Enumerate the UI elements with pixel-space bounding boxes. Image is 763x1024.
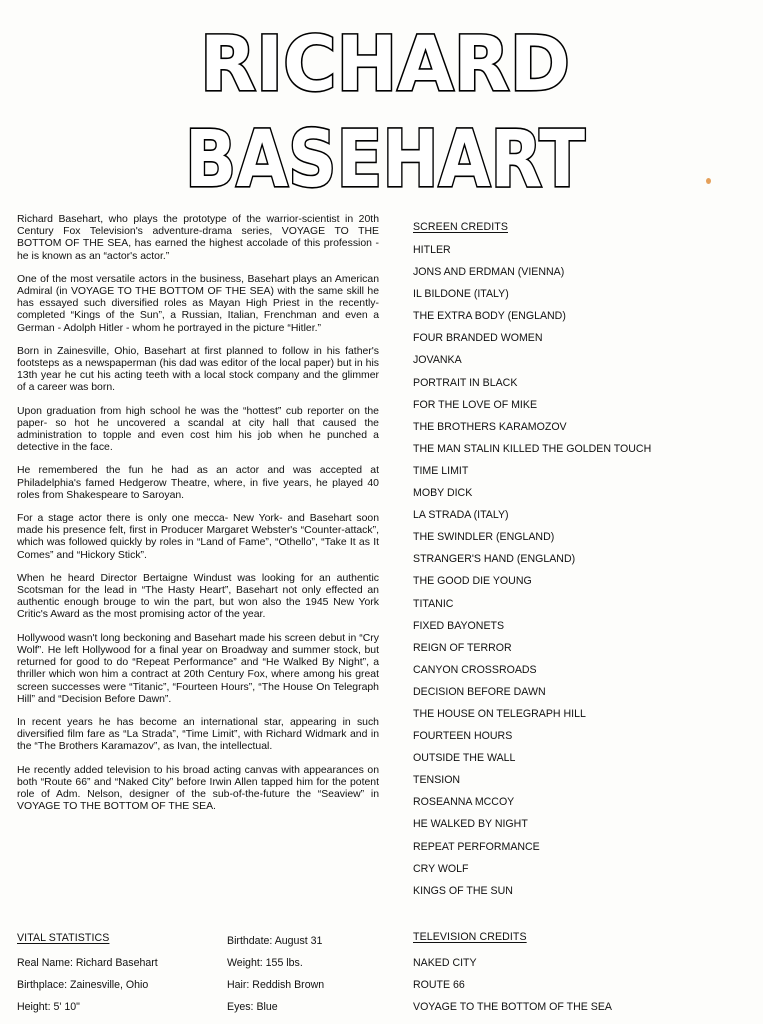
credit-item: CANYON CROSSROADS xyxy=(413,663,537,676)
credit-item: ROSEANNA MCCOY xyxy=(413,796,515,809)
bio-paragraph: He remembered the fun he had as an actor and was accepted at Philadelphia's famed Hedgerow Theatre, where, in five years, he played 40 roles from Shakespeare to Saroyan. xyxy=(17,465,379,501)
television-credits xyxy=(413,930,612,1018)
credit-item: THE HOUSE ON TELEGRAPH HILL xyxy=(413,707,586,720)
credit-item: OUTSIDE THE WALL xyxy=(413,752,516,765)
credit-item: THE SWINDLER (ENGLAND) xyxy=(413,531,555,544)
screen-credits-heading: SCREEN CREDITS xyxy=(413,221,508,233)
title-line-2: BASEHART xyxy=(185,115,585,205)
credit-item: FIXED BAYONETS xyxy=(413,619,505,632)
credit-item: FOURTEEN HOURS xyxy=(413,730,513,743)
tv-credit-item: ROUTE 66 xyxy=(413,979,465,991)
bio-paragraph: Richard Basehart, who plays the prototype of the warrior-scientist in 20th Century Fox Television's adventure-drama series, VOYAGE TO THE BOTTOM OF THE SEA, has earned the highest accolade of this profession - he is known as an “actor's actor.” xyxy=(17,214,379,262)
hair: Hair: Reddish Brown xyxy=(227,979,325,991)
biography xyxy=(17,214,379,824)
title-svg xyxy=(175,8,595,208)
credit-item: JONS AND ERDMAN (VIENNA) xyxy=(413,266,565,279)
screen-credits-list xyxy=(413,239,753,902)
title-logo xyxy=(175,8,595,208)
tv-credit-item: VOYAGE TO THE BOTTOM OF THE SEA xyxy=(413,1001,612,1013)
vital-statistics xyxy=(17,931,158,1018)
credit-item: THE BROTHERS KARAMOZOV xyxy=(413,420,567,433)
bio-paragraph: Born in Zainesville, Ohio, Basehart at first planned to follow in his father's footsteps as a newspaperman (his dad was editor of the local paper) but in his 13th year he cut his acting teeth with a local stock company and the glimmer of a career was born. xyxy=(17,345,379,394)
bio-paragraph: One of the most versatile actors in the business, Basehart plays an American Admiral (in VOYAGE TO THE BOTTOM OF THE SEA) with the same skill he has essayed such diversified roles as Mayan High Priest in the recently-completed “Kings of the Sun”, a Russian, Italian, Frenchman and even a German - Adolph Hitler - whom he portrayed in the picture “Hitler.” xyxy=(17,273,379,334)
bio-paragraph: In recent years he has become an international star, appearing in such diversified film fare as “La Strada”, “Time Limit”, with Richard Widmark and in the “The Brothers Karamazov”, as Ivan, the intellectual. xyxy=(17,716,379,753)
credit-item: STRANGER'S HAND (ENGLAND) xyxy=(413,553,576,566)
bio-paragraph: When he heard Director Bertaigne Windust was looking for an authentic Scotsman for the lead in “The Hasty Heart”, Basehart not only effected an authentic enough brouge to win the part, but won also the 1945 New York Critic's Award as the most promising actor of the year. xyxy=(17,572,379,621)
bio-paragraph: Hollywood wasn't long beckoning and Basehart made his screen debut in “Cry Wolf”. He left Hollywood for a final year on Broadway and summer stock, but returned for good to do “Repeat Performance” and “He Walked By Night”, a thriller which won him a contract at 20th Century Fox, where among his great screen successes were “Titanic”, “Fourteen Hours”, “The House On Telegraph Hill” and “Decision Before Dawn”. xyxy=(17,632,379,705)
credit-item: TENSION xyxy=(413,774,461,787)
credit-item: FOR THE LOVE OF MIKE xyxy=(413,398,538,411)
credit-item: THE GOOD DIE YOUNG xyxy=(413,575,532,588)
credit-item: TITANIC xyxy=(413,597,454,610)
credit-item: JOVANKA xyxy=(413,354,462,367)
bio-paragraph: For a stage actor there is only one mecca- New York- and Basehart soon made his presence felt, first in Producer Margaret Webster's “Counter-attack”, which was followed quickly by roles in “Land of Fame”, “Othello”, “Take It as It Comes” and “Hickory Stick”. xyxy=(17,513,379,561)
eyes: Eyes: Blue xyxy=(227,1001,278,1013)
credit-item: HE WALKED BY NIGHT xyxy=(413,818,528,831)
credit-item: FOUR BRANDED WOMEN xyxy=(413,332,543,345)
credit-item: KINGS OF THE SUN xyxy=(413,884,513,897)
birthplace: Birthplace: Zainesville, Ohio xyxy=(17,979,149,991)
credit-item: THE MAN STALIN KILLED THE GOLDEN TOUCH xyxy=(413,442,652,455)
title-line-1: RICHARD xyxy=(200,19,570,108)
vital-statistics-heading: VITAL STATISTICS xyxy=(17,932,110,944)
paper-speck xyxy=(706,178,711,184)
bio-paragraph: He recently added television to his broad acting canvas with appearances on both “Route 66” and “Naked City” before Irwin Allen tapped him for the potent role of Adm. Nelson, designer of the sub-of-the-future the “Seaview” in VOYAGE TO THE BOTTOM OF THE SEA. xyxy=(17,764,379,813)
credit-item: PORTRAIT IN BLACK xyxy=(413,376,518,389)
height: Height: 5' 10" xyxy=(17,1001,80,1013)
credit-item: THE EXTRA BODY (ENGLAND) xyxy=(413,310,566,323)
bio-paragraph: Upon graduation from high school he was the “hottest” cub reporter on the paper- so hot he uncovered a scandal at city hall that caused the administration to topple and even cost him his job when he punched a detective in the face. xyxy=(17,405,379,454)
credit-item: LA STRADA (ITALY) xyxy=(413,509,509,522)
credit-item: IL BILDONE (ITALY) xyxy=(413,288,509,301)
credit-item: REPEAT PERFORMANCE xyxy=(413,840,540,853)
credit-item: MOBY DICK xyxy=(413,487,473,500)
television-credits-heading: TELEVISION CREDITS xyxy=(413,931,527,943)
tv-credit-item: NAKED CITY xyxy=(413,957,477,969)
weight: Weight: 155 lbs. xyxy=(227,957,303,969)
credit-item: CRY WOLF xyxy=(413,862,469,875)
real-name: Real Name: Richard Basehart xyxy=(17,957,158,969)
credit-item: TIME LIMIT xyxy=(413,464,469,477)
screen-credits xyxy=(413,220,753,902)
credit-item: REIGN OF TERROR xyxy=(413,641,512,654)
credit-item: DECISION BEFORE DAWN xyxy=(413,685,546,698)
vital-statistics-more xyxy=(227,930,324,1018)
birthdate: Birthdate: August 31 xyxy=(227,935,323,947)
television-credits-list xyxy=(413,952,612,1018)
credit-item: HITLER xyxy=(413,244,451,256)
